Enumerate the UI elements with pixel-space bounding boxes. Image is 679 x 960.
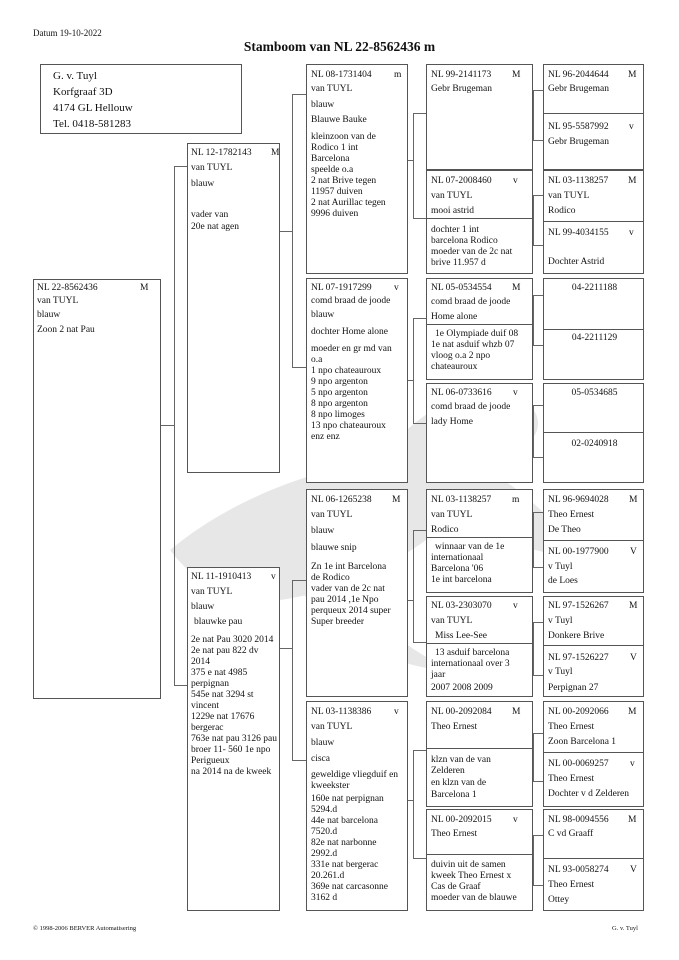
- connector: [533, 675, 543, 676]
- ring-number: NL 95-5587992: [548, 122, 609, 132]
- connector: [533, 885, 543, 886]
- great-grandparent-card[interactable]: [426, 596, 533, 697]
- ring-number: NL 96-2044644: [548, 70, 609, 80]
- pigeon-name: blauwke pau: [194, 617, 243, 627]
- ring-number: NL 00-2092066: [548, 707, 609, 717]
- sex-marker: v: [629, 122, 634, 132]
- pigeon-note: kweek Theo Ernest x: [431, 871, 512, 881]
- grandfather-paternal-card[interactable]: [306, 64, 408, 274]
- connector: [161, 425, 174, 426]
- sex-marker: V: [630, 653, 637, 663]
- connector: [408, 380, 413, 381]
- pigeon-note: 160e nat perpignan: [311, 794, 384, 804]
- color-label: blauw: [191, 179, 215, 189]
- ring-number: NL 05-0534554: [431, 283, 492, 293]
- pigeon-note: 2e nat Pau 3020 2014: [191, 635, 274, 645]
- grandfather-maternal-card[interactable]: [306, 489, 408, 697]
- sex-marker: M: [628, 815, 637, 825]
- connector: [413, 750, 426, 751]
- connector: [413, 318, 414, 423]
- ring-number: NL 96-9694028: [548, 495, 609, 505]
- pigeon-note: Rodico 1 int: [311, 143, 358, 153]
- divider: [544, 752, 644, 753]
- connector: [533, 781, 543, 782]
- ring-number: NL 99-2141173: [431, 70, 492, 80]
- owner-label: van TUYL: [191, 163, 233, 173]
- sex-marker: M: [140, 283, 149, 293]
- connector: [280, 231, 292, 232]
- color-label: blauw: [311, 738, 335, 748]
- owner-label: Theo Ernest: [431, 722, 478, 732]
- pigeon-note: Super breeder: [311, 617, 365, 627]
- color-label: blauw: [311, 100, 335, 110]
- ring-number: NL 00-2092084: [431, 707, 492, 717]
- owner-label: van TUYL: [191, 587, 233, 597]
- sex-marker: v: [513, 176, 518, 186]
- grandmother-paternal-card[interactable]: [306, 278, 408, 483]
- owner-label: van TUYL: [311, 510, 353, 520]
- pigeon-note: vader van: [191, 210, 229, 220]
- connector: [413, 858, 426, 859]
- pigeon-note: 331e nat bergerac: [311, 860, 379, 870]
- owner-label: Theo Ernest: [548, 774, 595, 784]
- pigeon-note: 3162 d: [311, 893, 338, 903]
- connector: [413, 530, 414, 642]
- pigeon-note: moeder en gr md van: [311, 344, 392, 354]
- ring-number: NL 00-2092015: [431, 815, 492, 825]
- pigeon-note: pau 2014 ,1e Npo: [311, 595, 379, 605]
- ring-number: NL 00-0069257: [548, 759, 609, 769]
- owner-label: van TUYL: [37, 296, 79, 306]
- ring-number: NL 11-1910413: [191, 572, 252, 582]
- pigeon-note: barcelona Rodico: [431, 236, 498, 246]
- connector: [533, 733, 543, 734]
- pigeon-note: 11957 duiven: [311, 187, 363, 197]
- pigeon-note: vloog o.a 2 npo: [431, 351, 491, 361]
- sex-marker: M: [629, 495, 638, 505]
- sex-marker: v: [394, 283, 399, 293]
- pigeon-name: de Loes: [548, 576, 578, 586]
- owner-label: Gebr Brugeman: [548, 84, 609, 94]
- pigeon-note: Zoon 2 nat Pau: [37, 325, 95, 335]
- great-grandparent-card[interactable]: [426, 383, 533, 483]
- pigeon-note: en klzn van de: [431, 778, 487, 788]
- pigeon-note: internationaal: [431, 553, 484, 563]
- connector: [533, 195, 543, 196]
- great-grandparent-card[interactable]: [426, 701, 533, 807]
- sex-marker: M: [512, 283, 521, 293]
- owner-label: comd braad de joode: [431, 297, 511, 307]
- pigeon-name: mooi astrid: [431, 206, 475, 216]
- great-grandparent-card[interactable]: [426, 809, 533, 911]
- sex-marker: V: [630, 547, 637, 557]
- great-grandparent-card[interactable]: [426, 489, 533, 593]
- connector: [408, 600, 413, 601]
- footer-owner: G. v. Tuyl: [612, 925, 638, 932]
- sex-marker: V: [630, 865, 637, 875]
- pigeon-note: 545e nat 3294 st: [191, 690, 254, 700]
- pigeon-note: 8 npo limoges: [311, 410, 365, 420]
- connector: [280, 648, 292, 649]
- pigeon-name: Miss Lee-See: [435, 631, 487, 641]
- pigeon-note: internationaal over 3: [431, 659, 510, 669]
- connector: [408, 160, 413, 161]
- grandmother-maternal-card[interactable]: [306, 701, 408, 911]
- pigeon-note: 82e nat narbonne: [311, 838, 377, 848]
- page-title: Stamboom van NL 22-8562436 m: [243, 39, 436, 54]
- pigeon-note: 9996 duiven: [311, 209, 359, 219]
- owner-label: v Tuyl: [548, 562, 573, 572]
- ring-number: 04-2211129: [571, 333, 618, 343]
- connector: [413, 318, 426, 319]
- pigeon-note: 763e nat pau 3126 pau: [191, 734, 278, 744]
- connector: [413, 530, 426, 531]
- owner-label: v Tuyl: [548, 667, 573, 677]
- ring-number: NL 06-0733616: [431, 388, 492, 398]
- pigeon-note: 44e nat barcelona: [311, 816, 378, 826]
- ring-number: NL 03-2303070: [431, 601, 492, 611]
- pigeon-name: De Theo: [548, 525, 581, 535]
- owner-label: Theo Ernest: [431, 829, 478, 839]
- connector: [533, 295, 534, 345]
- ring-number: NL 03-1138257: [548, 176, 609, 186]
- pigeon-note: 7520.d: [311, 827, 338, 837]
- connector: [533, 295, 543, 296]
- sex-marker: v: [629, 228, 634, 238]
- pigeon-name: Donkere Brive: [548, 631, 605, 641]
- pigeon-note: brive 11.957 d: [431, 258, 486, 268]
- ring-number: NL 00-1977900: [548, 547, 609, 557]
- connector: [533, 457, 543, 458]
- ring-number: NL 07-1917299: [311, 283, 372, 293]
- divider: [544, 858, 644, 859]
- connector: [533, 405, 543, 406]
- connector: [292, 580, 293, 760]
- pigeon-note: vader van de 2c nat: [311, 584, 385, 594]
- pigeon-note: 2007 2008 2009: [431, 683, 493, 693]
- divider: [427, 643, 533, 644]
- pigeon-note: na 2014 na de kweek: [191, 767, 272, 777]
- divider: [544, 329, 644, 330]
- ring-number: NL 12-1782143: [191, 148, 252, 158]
- pigeon-note: Zelderen: [431, 766, 465, 776]
- ring-number: NL 03-1138257: [431, 495, 492, 505]
- connector: [533, 835, 543, 836]
- ring-number: NL 03-1138386: [311, 707, 372, 717]
- owner-street: Korfgraaf 3D: [53, 86, 113, 98]
- ancestor-pair-card[interactable]: [543, 596, 644, 697]
- ring-number: NL 06-1265238: [311, 495, 372, 505]
- pigeon-name: Home alone: [431, 312, 478, 322]
- pigeon-note: chateauroux: [431, 362, 478, 372]
- ancestor-pair-card[interactable]: [543, 278, 644, 380]
- sex-marker: m: [512, 495, 520, 505]
- pigeon-name: Ottey: [548, 895, 570, 905]
- color-label: blauw: [311, 526, 335, 536]
- ring-number: NL 98-0094556: [548, 815, 609, 825]
- pigeon-note: 8 npo argenton: [311, 399, 368, 409]
- ancestor-pair-card[interactable]: [543, 701, 644, 807]
- sex-marker: v: [513, 815, 518, 825]
- pigeon-note: 1e nat asduif whzb 07: [431, 340, 515, 350]
- pigeon-name: cisca: [311, 754, 330, 764]
- color-label: blauw: [37, 310, 61, 320]
- pigeon-note: 2014: [191, 657, 210, 667]
- great-grandparent-card[interactable]: [426, 64, 533, 170]
- divider: [544, 113, 644, 114]
- pigeon-note: duivin uit de samen: [431, 860, 506, 870]
- owner-label: Gebr Brugeman: [548, 137, 609, 147]
- pigeon-note: 20.261.d: [311, 871, 345, 881]
- pigeon-note: 20e nat agen: [191, 222, 240, 232]
- connector: [533, 512, 543, 513]
- divider: [427, 748, 533, 749]
- pigeon-name: Dochter Astrid: [548, 257, 605, 267]
- sex-marker: v: [630, 759, 635, 769]
- connector: [292, 760, 306, 761]
- owner-label: v Tuyl: [548, 616, 573, 626]
- owner-label: Theo Ernest: [548, 510, 595, 520]
- ring-number: NL 93-0058274: [548, 865, 609, 875]
- connector: [174, 166, 187, 167]
- pigeon-note: geweldige vliegduif en: [311, 770, 399, 780]
- connector: [533, 140, 543, 141]
- pigeon-note: 2992.d: [311, 849, 338, 859]
- connector: [533, 195, 534, 245]
- connector: [533, 405, 534, 457]
- pigeon-note: enz enz: [311, 432, 340, 442]
- connector: [292, 94, 306, 95]
- connector: [413, 423, 426, 424]
- pigeon-note: 13 asduif barcelona: [435, 648, 510, 658]
- pigeon-note: Barcelona '06: [431, 564, 484, 574]
- connector: [533, 835, 534, 885]
- owner-label: C vd Graaff: [548, 829, 594, 839]
- subject-pigeon-card[interactable]: [33, 279, 161, 699]
- pigeon-note: 375 e nat 4985: [191, 668, 248, 678]
- owner-city: 4174 GL Hellouw: [53, 102, 133, 114]
- owner-label: Theo Ernest: [548, 722, 595, 732]
- sex-marker: M: [392, 495, 401, 505]
- sex-marker: M: [512, 707, 521, 717]
- pigeon-note: 2 nat Brive tegen: [311, 176, 377, 186]
- ring-number: NL 07-2008460: [431, 176, 492, 186]
- divider: [544, 645, 644, 646]
- sex-marker: v: [513, 601, 518, 611]
- ancestor-pair-card[interactable]: [543, 170, 644, 274]
- pigeon-note: 5 npo argenton: [311, 388, 368, 398]
- connector: [533, 245, 543, 246]
- pigeon-name: lady Home: [431, 417, 473, 427]
- ring-number: NL 97-1526227: [548, 653, 609, 663]
- connector: [413, 113, 414, 218]
- divider: [544, 540, 644, 541]
- owner-label: van TUYL: [548, 191, 590, 201]
- pigeon-note: 5294.d: [311, 805, 338, 815]
- ring-number: NL 99-4034155: [548, 228, 609, 238]
- pigeon-note: 2e nat pau 822 dv: [191, 646, 259, 656]
- owner-phone: Tel. 0418-581283: [53, 118, 132, 130]
- sex-marker: M: [271, 148, 280, 158]
- pigeon-note: Barcelona 1: [431, 790, 477, 800]
- pigeon-note: 1229e nat 17676: [191, 712, 255, 722]
- connector: [533, 733, 534, 781]
- connector: [413, 642, 426, 643]
- mother-card[interactable]: [187, 567, 280, 911]
- sex-marker: M: [628, 707, 637, 717]
- pigeon-note: 9 npo argenton: [311, 377, 368, 387]
- pigeon-note: kweekster: [311, 781, 350, 791]
- ancestor-pair-card[interactable]: [543, 489, 644, 593]
- color-label: blauw: [311, 310, 335, 320]
- connector: [533, 567, 543, 568]
- owner-label: Gebr Brugeman: [431, 84, 492, 94]
- sex-marker: v: [394, 707, 399, 717]
- pigeon-note: 2 nat Aurillac tegen: [311, 198, 386, 208]
- owner-label: van TUYL: [311, 84, 353, 94]
- pigeon-note: jaar: [431, 670, 446, 680]
- footer-copyright: © 1998-2006 BERVER Automatisering: [33, 925, 137, 932]
- ring-number: NL 22-8562436: [37, 283, 98, 293]
- pigeon-note: kleinzoon van de: [311, 132, 376, 142]
- pigeon-note: Barcelona: [311, 154, 350, 164]
- pigeon-note: moeder van de 2c nat: [431, 247, 513, 257]
- owner-label: van TUYL: [431, 510, 473, 520]
- sex-marker: M: [629, 601, 638, 611]
- pigeon-note: de Rodico: [311, 573, 350, 583]
- owner-box: [40, 64, 242, 134]
- connector: [174, 685, 187, 686]
- pigeon-note: Zn 1e int Barcelona: [311, 562, 387, 572]
- pigeon-note: 1 npo chateauroux: [311, 366, 382, 376]
- father-card[interactable]: [187, 143, 280, 473]
- pigeon-note: perqueux 2014 super: [311, 606, 391, 616]
- pigeon-note: speelde o.a: [311, 165, 354, 175]
- pigeon-note: dochter 1 int: [431, 225, 480, 235]
- ancestor-pair-card[interactable]: [543, 809, 644, 911]
- connector: [533, 345, 543, 346]
- pigeon-name: dochter Home alone: [311, 327, 389, 337]
- divider: [427, 218, 533, 219]
- ancestor-pair-card[interactable]: [543, 64, 644, 170]
- owner-name: G. v. Tuyl: [53, 70, 97, 82]
- owner-label: van TUYL: [431, 191, 473, 201]
- pigeon-note: klzn van de van: [431, 755, 491, 765]
- pigeon-note: Cas de Graaf: [431, 882, 481, 892]
- pigeon-note: 13 npo chateauroux: [311, 421, 386, 431]
- owner-label: comd braad de joode: [311, 296, 391, 306]
- ring-number: 02-0240918: [571, 439, 618, 449]
- pigeon-note: 1e int barcelona: [431, 575, 492, 585]
- pigeon-note: bergerac: [191, 723, 224, 733]
- ancestor-pair-card[interactable]: [543, 383, 644, 483]
- pigeon-note: winnaar van de 1e: [435, 542, 505, 552]
- color-label: blauw: [191, 602, 215, 612]
- great-grandparent-card[interactable]: [426, 278, 533, 380]
- owner-label: comd braad de joode: [431, 402, 511, 412]
- pigeon-note: moeder van de blauwe: [431, 893, 517, 903]
- connector: [292, 580, 306, 581]
- pigeon-note: Perigueux: [191, 756, 230, 766]
- divider: [544, 432, 644, 433]
- sex-marker: v: [271, 572, 276, 582]
- connector: [413, 750, 414, 858]
- ring-number: NL 08-1731404: [311, 70, 372, 80]
- connector: [292, 94, 293, 367]
- connector: [174, 166, 175, 685]
- divider: [427, 537, 533, 538]
- ring-number: 04-2211188: [571, 283, 618, 293]
- pigeon-name: Blauwe Bauke: [311, 115, 367, 125]
- sex-marker: m: [394, 70, 402, 80]
- pigeon-name: Dochter v d Zelderen: [548, 789, 629, 799]
- connector: [533, 512, 534, 567]
- pigeon-note: 369e nat carcasonne: [311, 882, 389, 892]
- pigeon-note: broer 11- 560 1e npo: [191, 745, 271, 755]
- pigeon-note: o.a: [311, 355, 323, 365]
- connector: [533, 622, 543, 623]
- ring-number: 05-0534685: [571, 388, 618, 398]
- pigeon-name: blauwe snip: [311, 543, 357, 553]
- sex-marker: M: [512, 70, 521, 80]
- pigeon-note: perpignan: [191, 679, 229, 689]
- owner-label: Theo Ernest: [548, 880, 595, 890]
- pigeon-name: Rodico: [431, 525, 459, 535]
- sex-marker: M: [628, 70, 637, 80]
- pigeon-name: Zoon Barcelona 1: [548, 737, 617, 747]
- ring-number: NL 97-1526267: [548, 601, 609, 611]
- sex-marker: M: [628, 176, 637, 186]
- divider: [427, 324, 533, 325]
- connector: [292, 367, 306, 368]
- divider: [544, 221, 644, 222]
- pigeon-note: 1e Olympiade duif 08: [435, 329, 519, 339]
- connector: [413, 218, 426, 219]
- pigeon-note: vincent: [191, 701, 219, 711]
- divider: [427, 854, 533, 855]
- pigeon-name: Rodico: [548, 206, 576, 216]
- pigeon-name: Perpignan 27: [548, 683, 599, 693]
- owner-label: van TUYL: [311, 722, 353, 732]
- connector: [533, 622, 534, 675]
- connector: [533, 90, 534, 140]
- sex-marker: v: [513, 388, 518, 398]
- connector: [413, 113, 426, 114]
- print-date: Datum 19-10-2022: [33, 28, 102, 38]
- connector: [408, 800, 413, 801]
- great-grandparent-card[interactable]: [426, 170, 533, 274]
- owner-label: van TUYL: [431, 616, 473, 626]
- connector: [533, 90, 543, 91]
